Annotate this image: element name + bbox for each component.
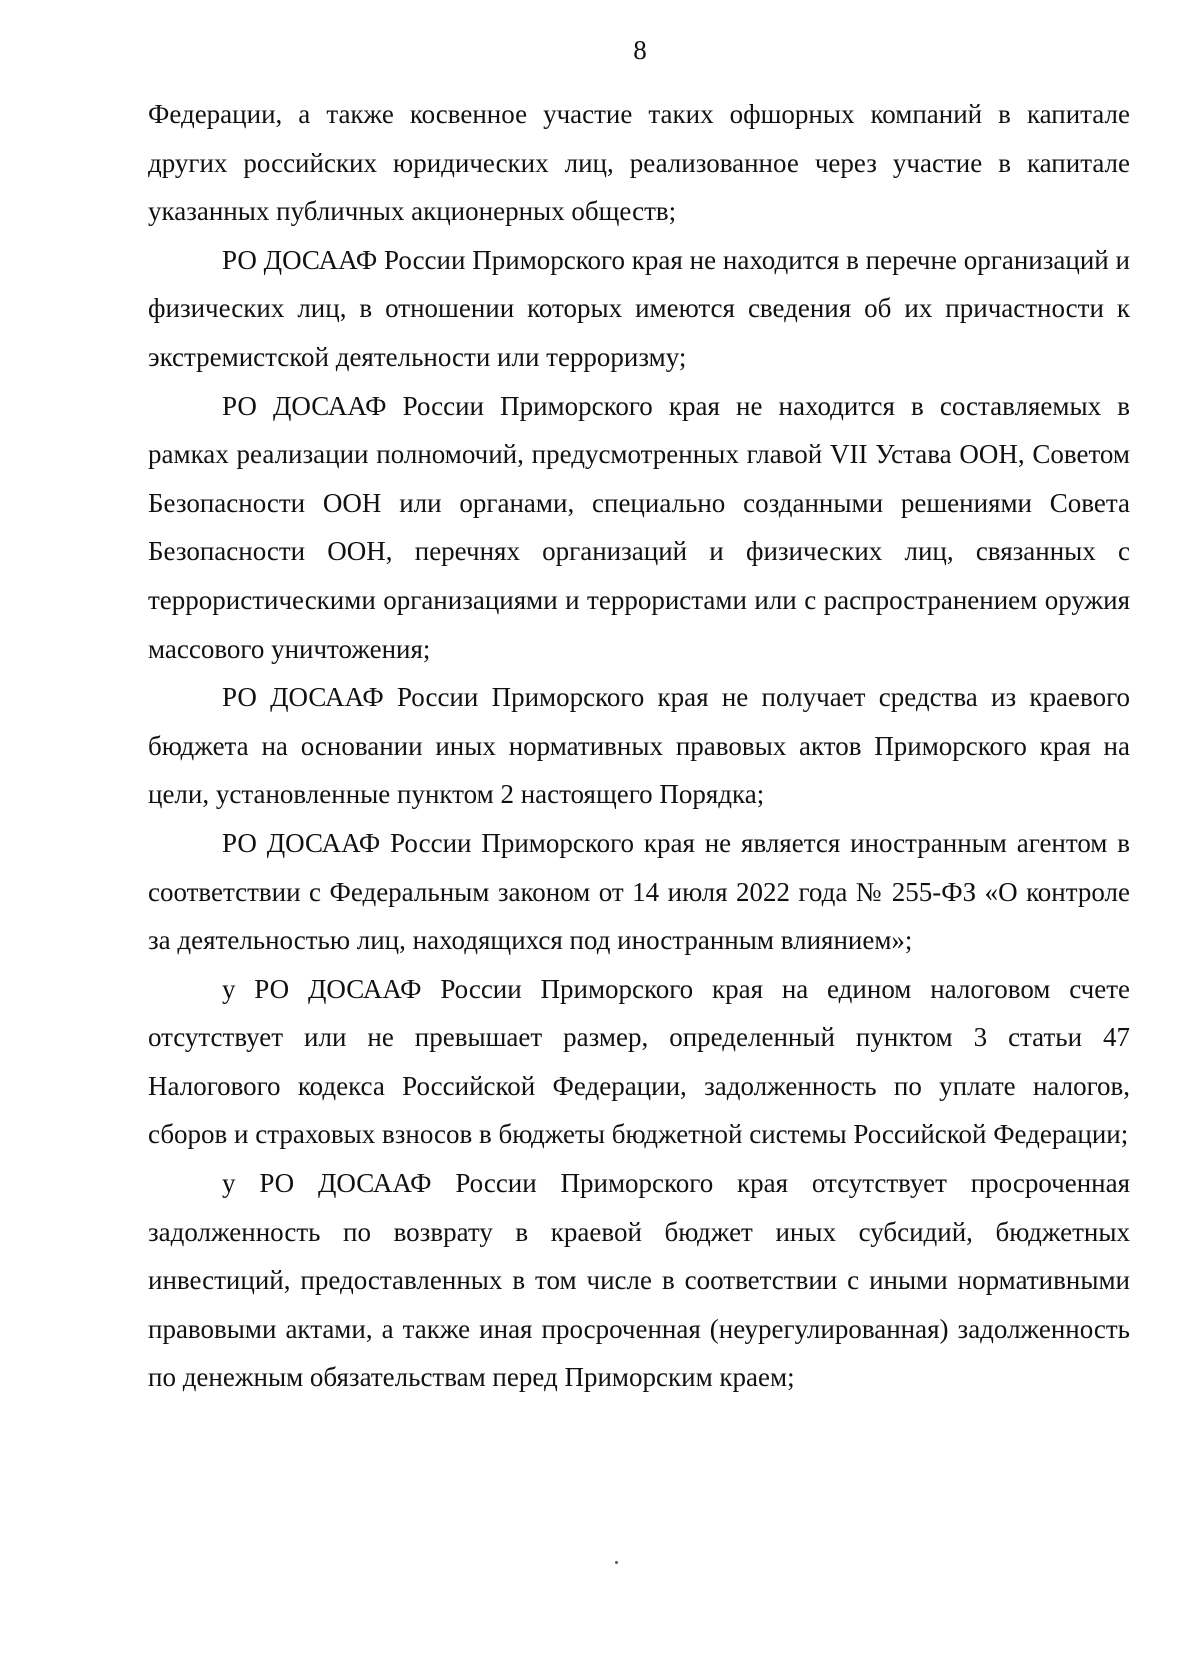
scan-speck [615,1561,618,1564]
page-number: 8 [633,35,647,65]
paragraph-foreign-agent: РО ДОСААФ России Приморского края не является иностранным агентом в соответствии с Федеральным законом от 14 июля 2022 года № 255-ФЗ «О контроле за деятельностью лиц, находящихся под иностранным влиянием»; [148,827,1130,956]
paragraph-overdue-debt: у РО ДОСААФ России Приморского края отсутствует просроченная задолженность по возврату в краевой бюджет иных субсидий, бюджетных инвестиций, предоставленных в том числе в соответствии с иными нормативными правовыми актами, а также иная просроченная (неурегулированная) задолженность по денежным обязательствам перед Приморским краем; [148,1168,1130,1393]
paragraph-continuation: Федерации, а также косвенное участие таких офшорных компаний в капитале других российских юридических лиц, реализованное через участие в капитале указанных публичных акционерных обществ; [148,99,1130,227]
paragraph-regional-budget-funds: РО ДОСААФ России Приморского края не получает средства из краевого бюджета на основании иных нормативных правовых актов Приморского края на цели, установленные пунктом 2 настоящего Порядка; [148,682,1130,810]
paragraph-tax-debt: у РО ДОСААФ России Приморского края на едином налоговом счете отсутствует или не превышает размер, определенный пунктом 3 статьи 47 Налогового кодекса Российской Федерации, задолженность по уплате налогов, сборов и страховых взносов в бюджеты бюджетной системы Российской Федерации; [148,973,1130,1150]
document-body [148,90,1130,1402]
paragraph-extremism-list: РО ДОСААФ России Приморского края не находится в перечне организаций и физических лиц, в отношении которых имеются сведения об их причастности к экстремистской деятельности или терроризму; [148,244,1130,372]
paragraph-un-security-council-list: РО ДОСААФ России Приморского края не находится в составляемых в рамках реализации полномочий, предусмотренных главой VII Устава ООН, Советом Безопасности ООН или органами, специально созданными решениями Совета Безопасности ООН, перечнях организаций и физических лиц, связанных с террористическими организациями и террористами или с распространением оружия массового уничтожения; [148,390,1130,664]
